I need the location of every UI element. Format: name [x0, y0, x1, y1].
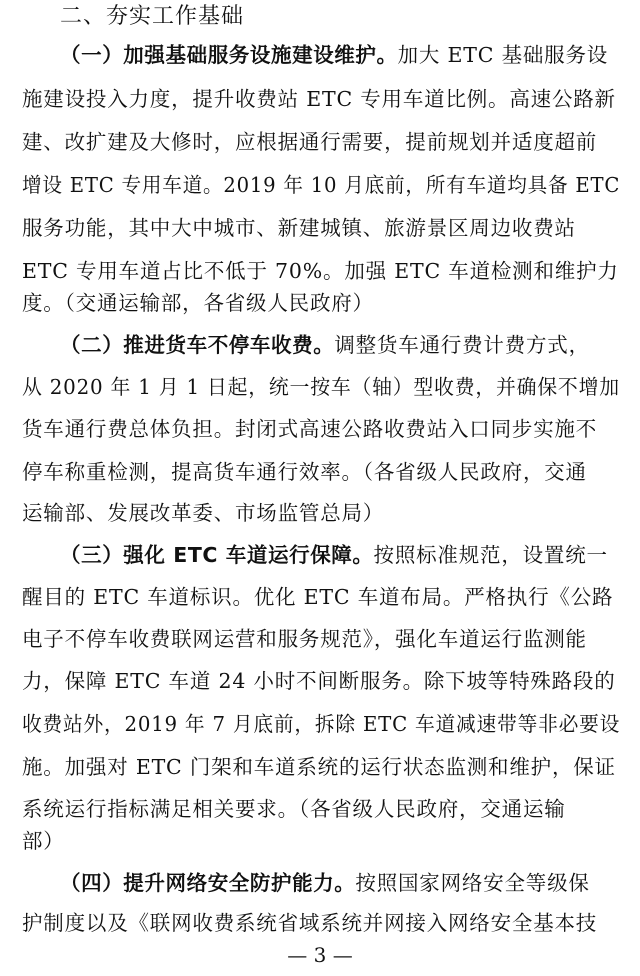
- subsection-title: （一）加强基础服务设施建设维护。: [60, 43, 398, 67]
- subsection-title: （三）强化 ETC 车道运行保障。: [60, 543, 374, 567]
- paragraph-line: 收费站外，2019 年 7 月底前，拆除 ETC 车道减速带等非必要设: [22, 712, 621, 736]
- paragraph-line: 施。加强对 ETC 门架和车道系统的运行状态监测和维护，保证: [22, 755, 616, 779]
- paragraph-line: 部）: [22, 829, 65, 853]
- paragraph-line: 服务功能，其中大中城市、新建城镇、旅游景区周边收费站: [22, 216, 576, 240]
- paragraph-text: 按照国家网络安全等级保: [355, 871, 590, 895]
- paragraph-line: ETC 专用车道占比不低于 70%。加强 ETC 车道检测和维护力: [22, 259, 619, 283]
- paragraph-line: [60, 330, 590, 360]
- paragraph-text: 按照标准规范，设置统一: [373, 543, 608, 567]
- paragraph-text: 加大 ETC 基础服务设: [397, 43, 609, 67]
- paragraph-line: 货车通行费总体负担。封闭式高速公路收费站入口同步实施不: [22, 417, 598, 441]
- paragraph-line: 电子不停车收费联网运营和服务规范》，强化车道运行监测能: [22, 627, 587, 651]
- paragraph-line: [60, 540, 608, 570]
- paragraph-line: 醒目的 ETC 车道标识。优化 ETC 车道布局。严格执行《公路: [22, 585, 614, 609]
- paragraph-line: 建、改扩建及大修时，应根据通行需要，提前规划并适度超前: [22, 130, 598, 154]
- paragraph-line: 护制度以及《联网收费系统省域系统并网接入网络安全基本技: [22, 911, 598, 935]
- paragraph-line: 从 2020 年 1 月 1 日起，统一按车（轴）型收费，并确保不增加: [22, 375, 620, 399]
- paragraph-line: 停车称重检测，提高货车通行效率。（各省级人民政府，交通: [22, 460, 587, 484]
- subsection-title: （四）提升网络安全防护能力。: [60, 871, 356, 895]
- paragraph-line: [60, 868, 590, 898]
- page-number: — 3 —: [287, 943, 353, 967]
- paragraph-line: 系统运行指标满足相关要求。（各省级人民政府，交通运输: [22, 797, 566, 821]
- section-heading: 二、夯实工作基础: [60, 4, 245, 29]
- subsection-title: （二）推进货车不停车收费。: [60, 333, 335, 357]
- paragraph-line: 度。（交通运输部，各省级人民政府）: [22, 291, 374, 315]
- paragraph-text: 调整货车通行费计费方式，: [334, 333, 590, 357]
- paragraph-line: 增设 ETC 专用车道。2019 年 10 月底前，所有车道均具备 ETC: [22, 173, 621, 197]
- paragraph-line: 运输部、发展改革委、市场监管总局）: [22, 501, 385, 525]
- paragraph-line: [60, 40, 608, 70]
- paragraph-line: 力，保障 ETC 车道 24 小时不间断服务。除下坡等特殊路段的: [22, 669, 616, 693]
- paragraph-line: 施建设投入力度，提升收费站 ETC 专用车道比例。高速公路新: [22, 87, 616, 111]
